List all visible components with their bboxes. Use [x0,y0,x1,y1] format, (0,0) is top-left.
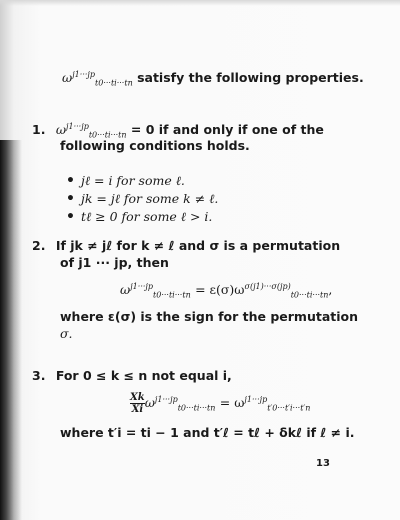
item3-fraction [130,392,145,415]
item2-formula [120,281,333,300]
item3-number: 3. [32,368,46,383]
item3-formula [130,392,310,415]
item1-omega-upper: j1···jp [66,121,89,131]
item2-formula-lhs-lower: t0···ti···tn [153,290,191,300]
item2-number: 2. [32,238,46,253]
item2-text-c: where ε(σ) is the sign for the permutation [60,309,359,324]
page-binding-shadow [0,140,22,520]
intro-omega: ω [62,70,73,85]
item2-formula-lhs-upper: j1···jp [130,281,154,291]
item3-text-a: For 0 ≤ k ≤ n not equal i, [55,368,232,383]
page-number: 13 [316,458,330,469]
item2-line-d [60,326,73,341]
item1-line-b [60,138,250,153]
intro-omega-upper: j1···jp [72,69,96,79]
item3-line-a [32,368,232,383]
intro-omega-lower: t0···ti···tn [95,78,133,88]
item1-text-a: = 0 if and only if one of the [130,122,324,137]
item1-omega: ω [55,122,67,137]
item2-line-b [60,255,169,270]
intro-line [62,69,364,88]
item3-formula-lhs-upper: j1···jp [154,394,178,404]
page-top-shadow [0,0,400,6]
item1-text-b: following conditions holds. [60,138,250,153]
item1-number: 1. [32,122,46,137]
item2-formula-rhs-lower: t0···ti···tn [290,290,329,300]
item2-formula-end: , [328,282,333,297]
item3-formula-rhs-lower: t′0···t′i···t′n [267,403,311,413]
item2-text-a: If jk ≠ jℓ for k ≠ ℓ and σ is a permutation [55,238,341,253]
item2-text-b: of j1 ··· jp, then [60,255,169,270]
item3-formula-mid: = ω [219,395,245,410]
item2-text-d: σ. [60,326,73,341]
item1-line-a [32,121,324,140]
item3-formula-lhs-lower: t0···ti···tn [177,403,216,413]
item2-formula-lhs: ω [120,282,131,297]
item1-omega-lower: t0···ti···tn [88,130,127,140]
intro-text: satisfy the following properties. [137,70,364,85]
item3-formula-rhs-upper: j1···jp [244,394,268,404]
item3-text-b: where t′i = ti − 1 and t′ℓ = tℓ + δkℓ if ℓ ≠ i. [60,425,355,440]
item2-formula-mid: = ε(σ)ω [195,282,245,297]
item3-frac-num: Xk [130,392,145,403]
item2-line-a [32,238,340,253]
item3-line-b [60,425,355,440]
item1-bullet-1-text: jk = jℓ for some k ≠ ℓ. [80,191,219,206]
item1-bullet-2: • tℓ ≥ 0 for some ℓ > i. [66,209,213,225]
item1-bullet-0: • jℓ = i for some ℓ. [66,173,185,189]
item1-bullet-0-text: jℓ = i for some ℓ. [80,173,185,188]
item3-formula-lhs: ω [144,395,155,410]
item1-bullet-2-text: tℓ ≥ 0 for some ℓ > i. [80,209,213,224]
item3-frac-den: Xi [131,404,144,415]
item2-formula-rhs-upper: σ(j1)···σ(jp) [244,281,291,291]
item2-line-c [60,309,358,324]
item1-bullet-1: • jk = jℓ for some k ≠ ℓ. [66,191,219,207]
